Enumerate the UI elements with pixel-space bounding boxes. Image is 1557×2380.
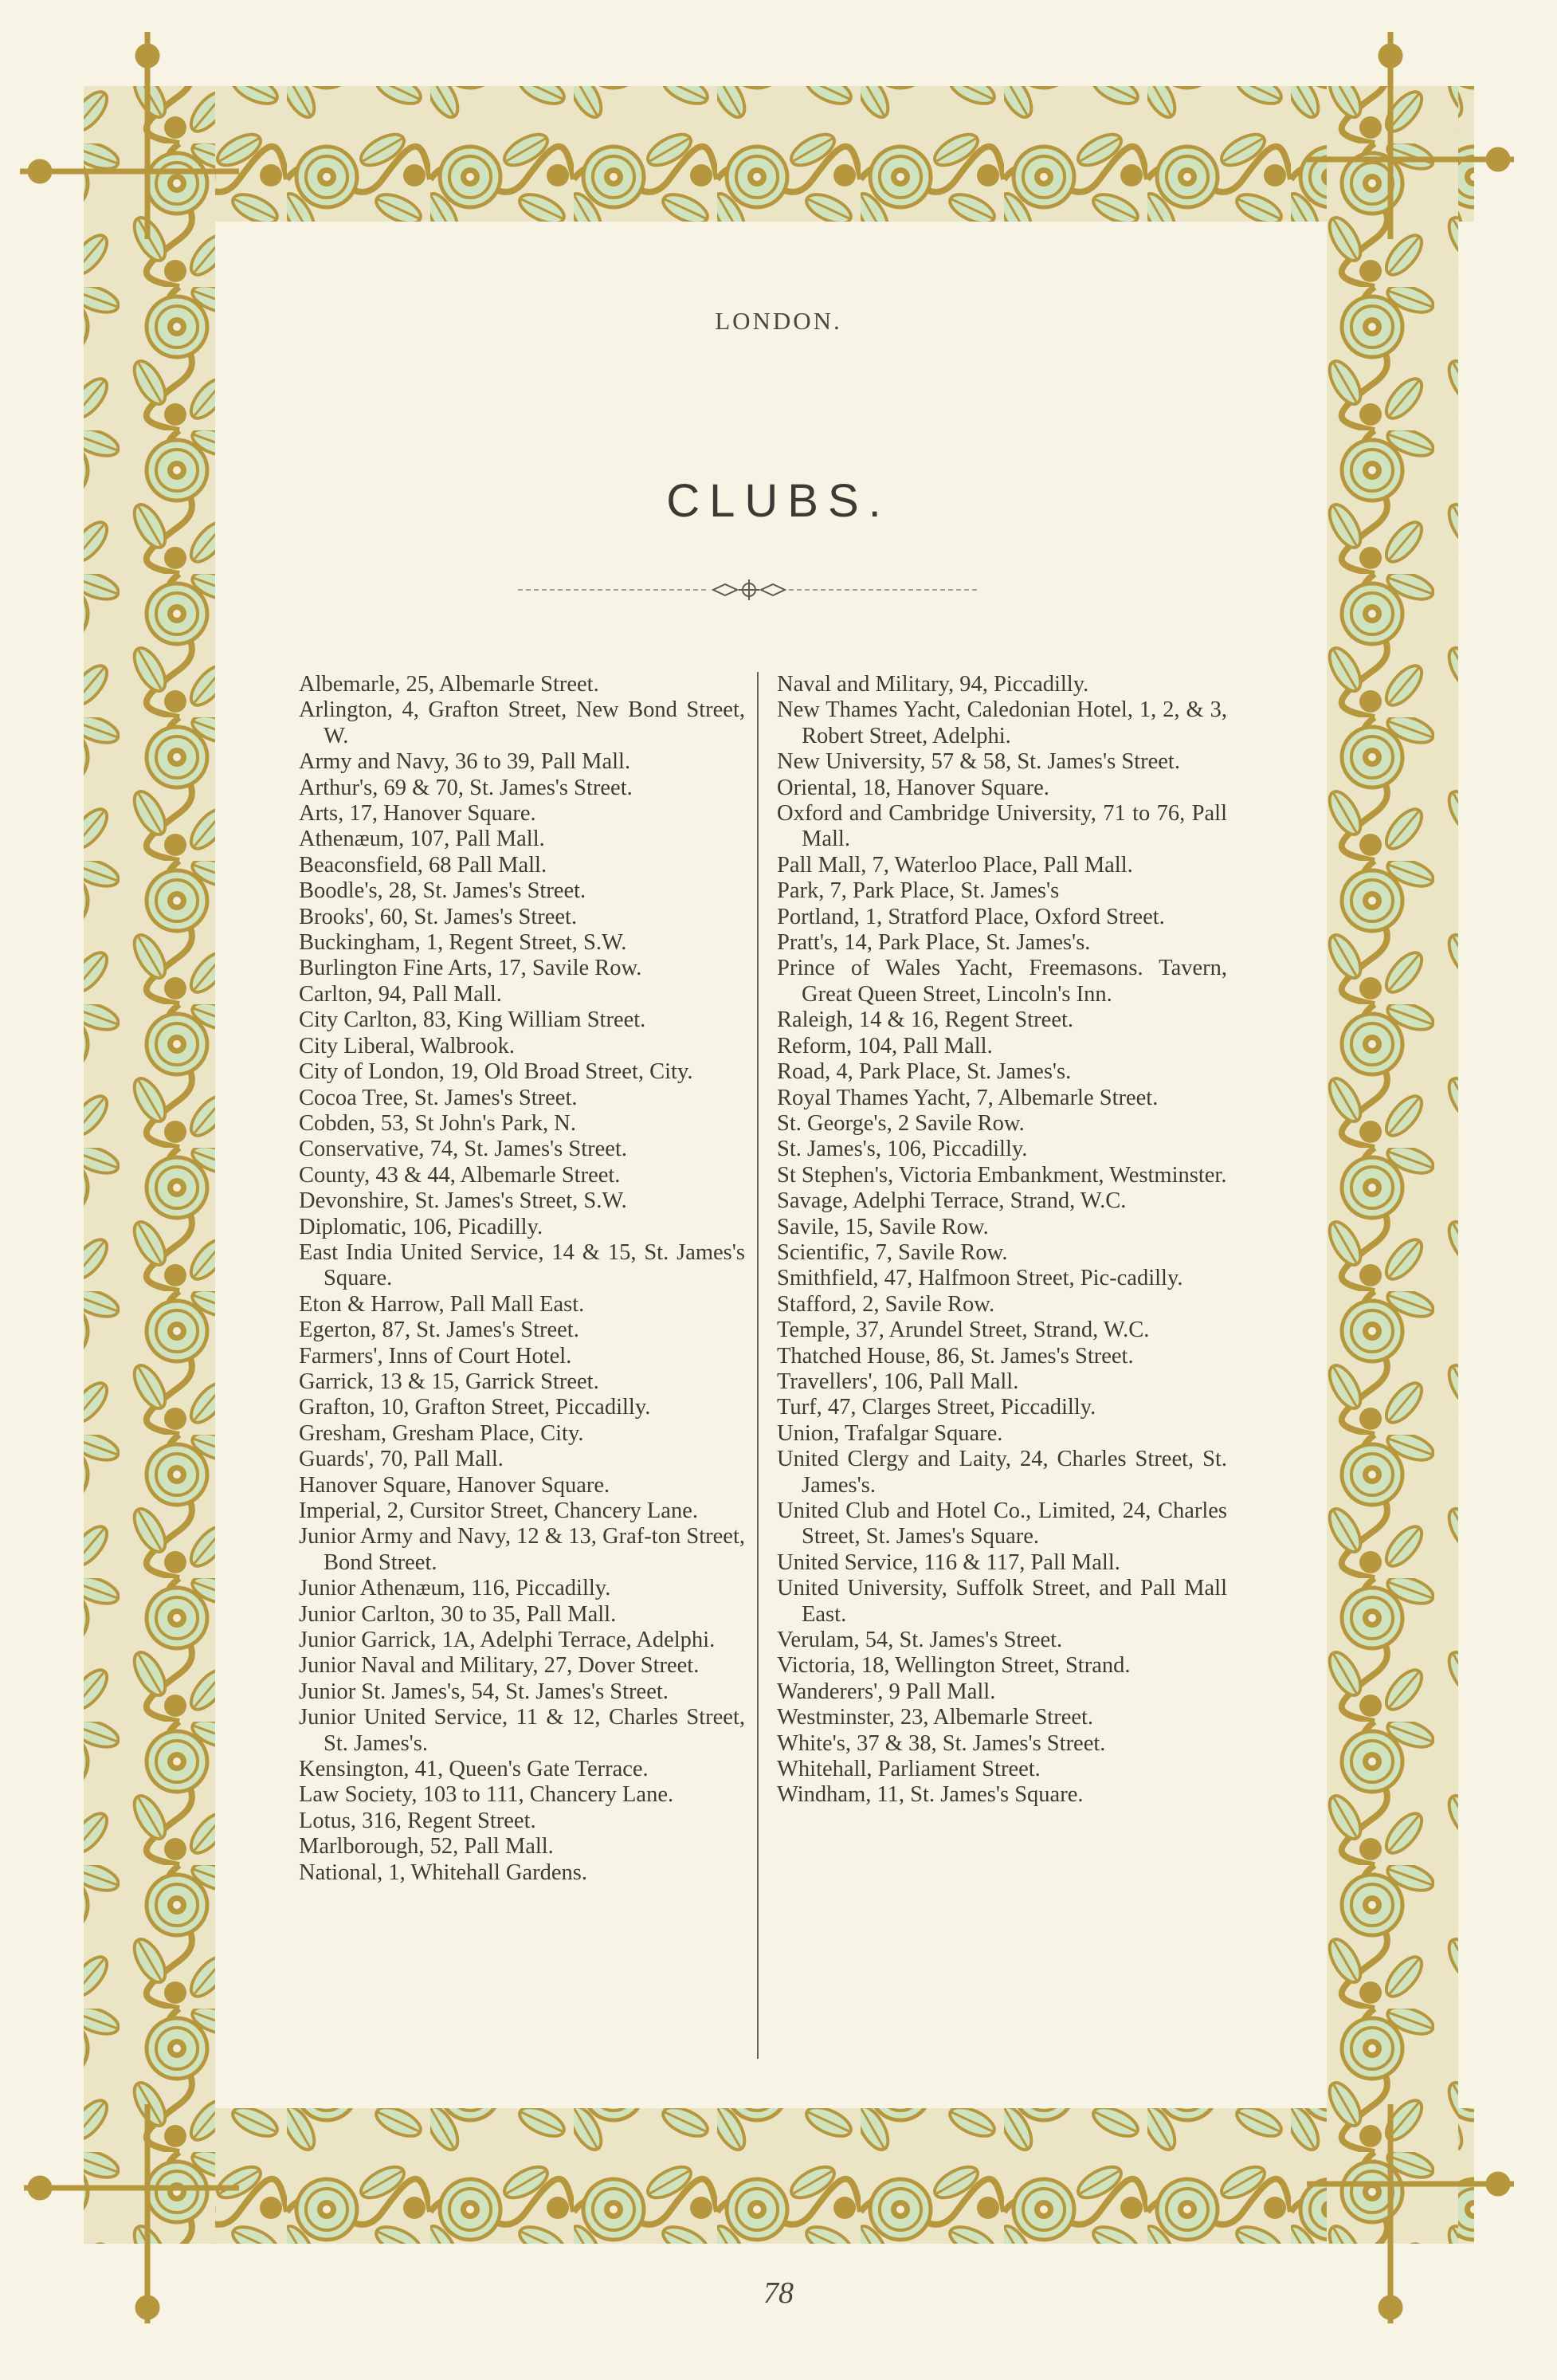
club-entry: Law Society, 103 to 111, Chancery Lane. (299, 1782, 674, 1808)
club-entry: Prince of Wales Yacht, Freemasons. Tavern, Great Queen Street, Lincoln's Inn. (777, 956, 1227, 1007)
club-entry: Portland, 1, Stratford Place, Oxford Street. (777, 904, 1165, 929)
club-entry: Pratt's, 14, Park Place, St. James's. (777, 930, 1091, 956)
club-entry: United Club and Hotel Co., Limited, 24, Charles Street, St. James's Square. (777, 1498, 1227, 1549)
club-entry: Scientific, 7, Savile Row. (777, 1239, 1008, 1265)
clubs-column-left (299, 672, 745, 1886)
club-entry: Buckingham, 1, Regent Street, S.W. (299, 930, 627, 956)
club-entry: Savile, 15, Savile Row. (777, 1214, 989, 1239)
club-entry: Grafton, 10, Grafton Street, Piccadilly. (299, 1395, 651, 1420)
club-entry: United Clergy and Laity, 24, Charles Street, St. James's. (777, 1447, 1227, 1498)
club-entry: City Carlton, 83, King William Street. (299, 1007, 646, 1033)
club-entry: Marlborough, 52, Pall Mall. (299, 1834, 554, 1860)
club-entry: Beaconsfield, 68 Pall Mall. (299, 852, 547, 878)
club-entry: Victoria, 18, Wellington Street, Strand. (777, 1653, 1131, 1679)
club-entry: Garrick, 13 & 15, Garrick Street. (299, 1369, 599, 1394)
club-entry: St. George's, 2 Savile Row. (777, 1110, 1025, 1136)
club-entry: Albemarle, 25, Albemarle Street. (299, 672, 599, 697)
club-entry: Hanover Square, Hanover Square. (299, 1472, 610, 1498)
club-entry: Gresham, Gresham Place, City. (299, 1420, 584, 1446)
club-entry: Junior Army and Navy, 12 & 13, Graf-ton Street, Bond Street. (299, 1524, 745, 1575)
club-entry: Devonshire, St. James's Street, S.W. (299, 1188, 627, 1214)
fleuron-ornament-icon (510, 578, 988, 602)
club-entry: Arlington, 4, Grafton Street, New Bond Street, W. (299, 697, 745, 748)
club-entry: Junior St. James's, 54, St. James's Street. (299, 1679, 669, 1704)
club-entry: Turf, 47, Clarges Street, Piccadilly. (777, 1395, 1096, 1420)
club-entry: Naval and Military, 94, Piccadilly. (777, 672, 1089, 697)
club-entry: Junior Carlton, 30 to 35, Pall Mall. (299, 1601, 617, 1627)
club-entry: Brooks', 60, St. James's Street. (299, 904, 578, 929)
club-entry: Arts, 17, Hanover Square. (299, 801, 536, 827)
club-entry: Junior Naval and Military, 27, Dover Street. (299, 1653, 700, 1679)
club-entry: Travellers', 106, Pall Mall. (777, 1369, 1019, 1394)
club-entry: Oriental, 18, Hanover Square. (777, 775, 1049, 800)
column-divider (757, 672, 759, 2059)
club-entry: United University, Suffolk Street, and Pall Mall East. (777, 1576, 1227, 1627)
club-entry: County, 43 & 44, Albemarle Street. (299, 1162, 621, 1188)
club-entry: Army and Navy, 36 to 39, Pall Mall. (299, 749, 631, 775)
club-entry: Arthur's, 69 & 70, St. James's Street. (299, 775, 633, 800)
page-title: CLUBS. (666, 475, 891, 527)
club-entry: City of London, 19, Old Broad Street, City. (299, 1059, 693, 1085)
club-entry: Park, 7, Park Place, St. James's (777, 878, 1060, 904)
club-entry: Westminster, 23, Albemarle Street. (777, 1705, 1094, 1730)
club-entry: Burlington Fine Arts, 17, Savile Row. (299, 956, 642, 981)
club-entry: Junior Garrick, 1A, Adelphi Terrace, Adelphi. (299, 1628, 716, 1653)
club-entry: East India United Service, 14 & 15, St. James's Square. (299, 1239, 745, 1291)
club-entry: New University, 57 & 58, St. James's Street. (777, 749, 1180, 775)
club-entry: Stafford, 2, Savile Row. (777, 1291, 995, 1317)
club-entry: Lotus, 316, Regent Street. (299, 1808, 536, 1833)
club-entry: City Liberal, Walbrook. (299, 1033, 516, 1058)
club-entry: Junior Athenæum, 116, Piccadilly. (299, 1576, 611, 1601)
club-entry: Carlton, 94, Pall Mall. (299, 981, 502, 1007)
club-entry: White's, 37 & 38, St. James's Street. (777, 1730, 1106, 1756)
club-entry: Raleigh, 14 & 16, Regent Street. (777, 1007, 1074, 1033)
club-entry: Guards', 70, Pall Mall. (299, 1447, 504, 1472)
club-entry: Oxford and Cambridge University, 71 to 76, Pall Mall. (777, 801, 1227, 852)
page-number: 78 (763, 2276, 794, 2310)
club-entry: Verulam, 54, St. James's Street. (777, 1628, 1063, 1653)
club-entry: Road, 4, Park Place, St. James's. (777, 1059, 1072, 1085)
club-entry: St. James's, 106, Piccadilly. (777, 1137, 1028, 1162)
club-entry: Pall Mall, 7, Waterloo Place, Pall Mall. (777, 852, 1133, 878)
club-entry: Reform, 104, Pall Mall. (777, 1033, 993, 1058)
club-entry: Eton & Harrow, Pall Mall East. (299, 1291, 585, 1317)
club-entry: Kensington, 41, Queen's Gate Terrace. (299, 1757, 649, 1782)
club-entry: National, 1, Whitehall Gardens. (299, 1860, 587, 1885)
club-entry: Athenæum, 107, Pall Mall. (299, 827, 545, 852)
club-entry: United Service, 116 & 117, Pall Mall. (777, 1549, 1120, 1575)
club-entry: Egerton, 87, St. James's Street. (299, 1318, 579, 1343)
club-entry: Junior United Service, 11 & 12, Charles Street, St. James's. (299, 1705, 745, 1756)
club-entry: Windham, 11, St. James's Square. (777, 1782, 1084, 1808)
club-entry: Imperial, 2, Cursitor Street, Chancery Lane. (299, 1498, 698, 1523)
club-entry: Cobden, 53, St John's Park, N. (299, 1110, 576, 1136)
club-entry: Diplomatic, 106, Picadilly. (299, 1214, 543, 1239)
club-entry: Farmers', Inns of Court Hotel. (299, 1343, 572, 1369)
club-entry: Boodle's, 28, St. James's Street. (299, 878, 586, 904)
club-entry: Savage, Adelphi Terrace, Strand, W.C. (777, 1188, 1127, 1214)
club-entry: Conservative, 74, St. James's Street. (299, 1137, 627, 1162)
running-head: LONDON. (715, 307, 842, 335)
clubs-column-right (777, 672, 1227, 1809)
club-entry: Union, Trafalgar Square. (777, 1420, 1003, 1446)
club-entry: Temple, 37, Arundel Street, Strand, W.C. (777, 1318, 1150, 1343)
club-entry: Wanderers', 9 Pall Mall. (777, 1679, 996, 1704)
club-entry: New Thames Yacht, Caledonian Hotel, 1, 2, & 3, Robert Street, Adelphi. (777, 697, 1227, 748)
club-entry: Smithfield, 47, Halfmoon Street, Pic-cadilly. (777, 1266, 1183, 1291)
club-entry: Whitehall, Parliament Street. (777, 1757, 1041, 1782)
club-entry: Royal Thames Yacht, 7, Albemarle Street. (777, 1085, 1159, 1110)
club-entry: Cocoa Tree, St. James's Street. (299, 1085, 578, 1110)
club-entry: Thatched House, 86, St. James's Street. (777, 1343, 1134, 1369)
club-entry: St Stephen's, Victoria Embankment, Westminster. (777, 1162, 1227, 1188)
